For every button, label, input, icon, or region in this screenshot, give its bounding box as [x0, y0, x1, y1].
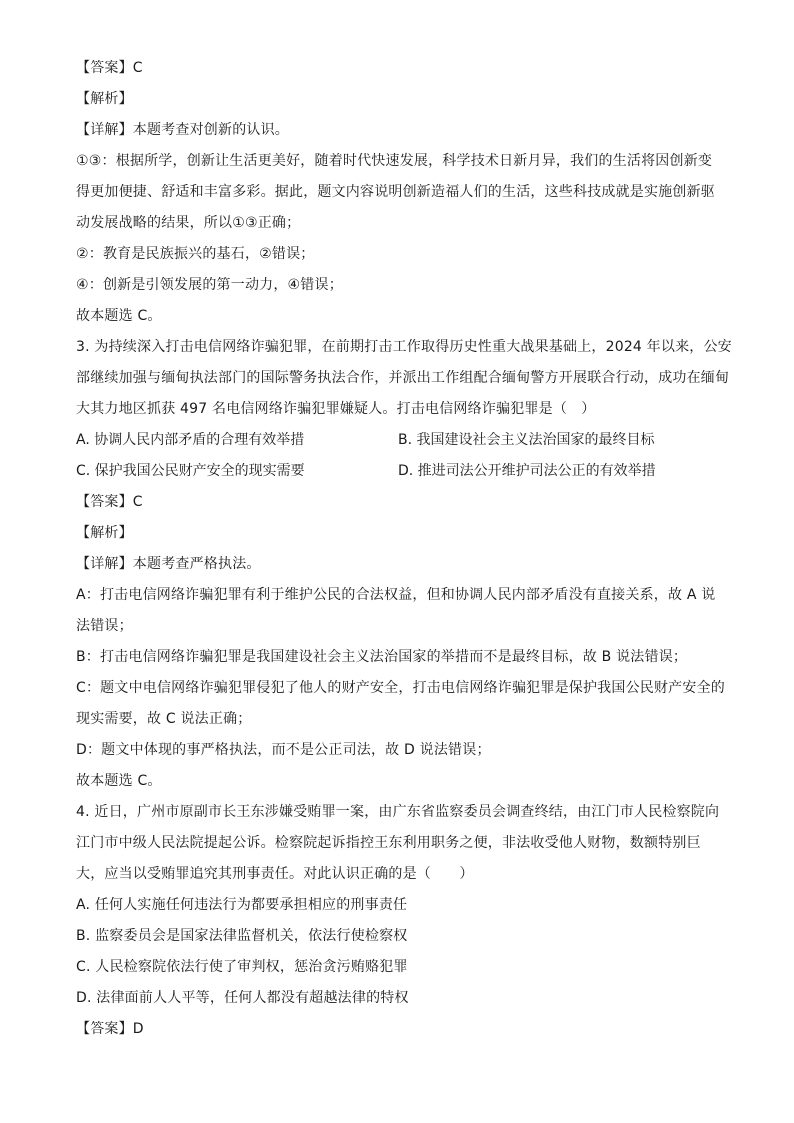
detail-line: 【详解】本题考查严格执法。 — [76, 556, 261, 572]
detail-line: 【详解】本题考查对创新的认识。 — [76, 122, 289, 138]
option-row — [76, 430, 720, 450]
question-stem: 江门市中级人民法院提起公诉。检察院起诉指控王东利用职务之便，非法收受他人财物，数额特别巨 — [76, 835, 701, 851]
explanation-line: A：打击电信网络诈骗犯罪有利于维护公民的合法权益，但和协调人民内部矛盾没有直接关系，故 A 说 — [76, 587, 716, 603]
answer-label: 【答案】C — [76, 60, 143, 76]
option-b: B. 我国建设社会主义法治国家的最终目标 — [398, 432, 655, 448]
explanation-line: 动发展战略的结果，所以①③正确； — [76, 215, 301, 231]
question-stem: 大其力地区抓获 497 名电信网络诈骗犯罪嫌疑人。打击电信网络诈骗犯罪是（ ） — [76, 401, 596, 417]
option-a: A. 任何人实施任何违法行为都要承担相应的刑事责任 — [76, 897, 408, 913]
explanation-line: C：题文中电信网络诈骗犯罪侵犯了他人的财产安全，打击电信网络诈骗犯罪是保护我国公民财产安全的 — [76, 680, 725, 696]
explanation-line: D：题文中体现的事严格执法，而不是公正司法，故 D 说法错误； — [76, 742, 491, 758]
analysis-label: 【解析】 — [76, 91, 133, 107]
option-c: C. 人民检察院依法行使了审判权，惩治贪污贿赂犯罪 — [76, 959, 408, 975]
answer-label: 【答案】C — [76, 494, 143, 510]
option-d: D. 法律面前人人平等，任何人都没有超越法律的特权 — [76, 990, 409, 1006]
explanation-line: 法错误； — [76, 618, 133, 634]
explanation-line: ④：创新是引领发展的第一动力，④错误； — [76, 277, 343, 293]
option-d: D. 推进司法公开维护司法公正的有效举措 — [398, 463, 656, 479]
option-b: B. 监察委员会是国家法律监督机关，依法行使检察权 — [76, 928, 408, 944]
analysis-label: 【解析】 — [76, 525, 133, 541]
explanation-line: B：打击电信网络诈骗犯罪是我国建设社会主义法治国家的举措而不是最终目标，故 B 说法错误； — [76, 649, 688, 665]
answer-label: 【答案】D — [76, 1021, 144, 1037]
conclusion-line: 故本题选 C。 — [76, 773, 162, 789]
option-a: A. 协调人民内部矛盾的合理有效举措 — [76, 432, 305, 448]
question-stem: 4. 近日，广州市原副市长王东涉嫌受贿罪一案，由广东省监察委员会调查终结，由江门市人民检察院向 — [76, 804, 720, 820]
question-stem: 3. 为持续深入打击电信网络诈骗犯罪，在前期打击工作取得历史性重大战果基础上，2024 年以来，公安 — [76, 339, 732, 355]
conclusion-line: 故本题选 C。 — [76, 308, 162, 324]
document-page — [76, 58, 732, 1039]
explanation-line: ②：教育是民族振兴的基石，②错误； — [76, 246, 315, 262]
option-row — [76, 461, 720, 481]
explanation-line: ①③：根据所学，创新让生活更美好，随着时代快速发展，科学技术日新月异，我们的生活将因创新变 — [76, 153, 713, 169]
explanation-line: 得更加便捷、舒适和丰富多彩。据此，题文内容说明创新造福人们的生活，这些科技成就是实施创新驱 — [76, 184, 715, 200]
explanation-line: 现实需要，故 C 说法正确； — [76, 711, 252, 727]
question-stem: 部继续加强与缅甸执法部门的国际警务执法合作，并派出工作组配合缅甸警方开展联合行动，成功在缅甸 — [76, 370, 730, 386]
option-c: C. 保护我国公民财产安全的现实需要 — [76, 463, 305, 479]
question-stem: 大，应当以受贿罪追究其刑事责任。对此认识正确的是（ ） — [76, 866, 474, 882]
